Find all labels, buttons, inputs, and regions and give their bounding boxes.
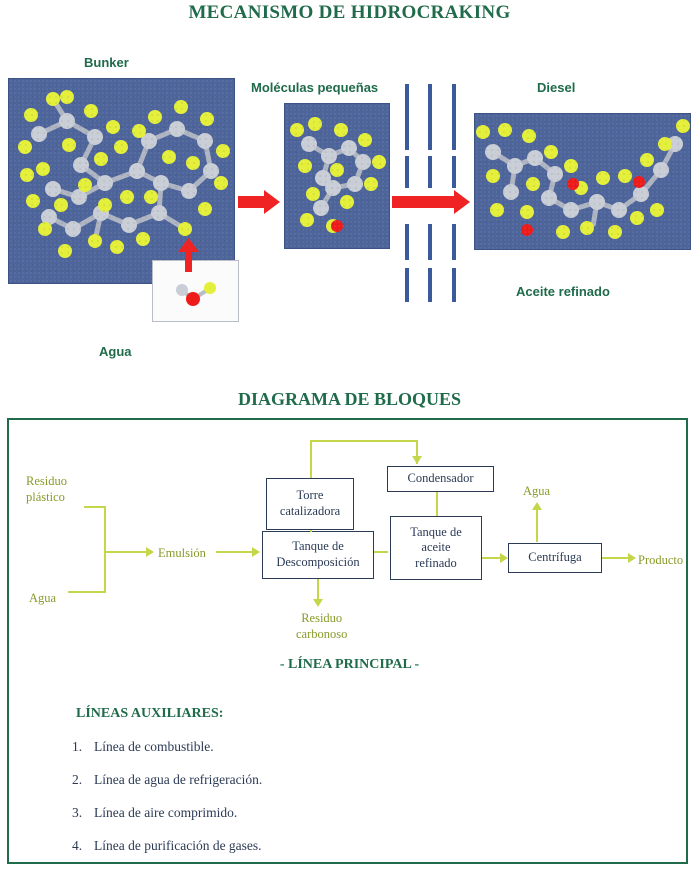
box-torre-line1: Torre xyxy=(296,488,324,503)
label-emulsion: Emulsión xyxy=(158,546,206,560)
box-tanque-descomposicion[interactable] xyxy=(262,531,374,579)
diesel-molecule-image xyxy=(474,113,691,250)
list-item-number: 1. xyxy=(72,739,83,754)
label-producto: Producto xyxy=(638,553,684,567)
connector-bracket-v xyxy=(104,506,106,592)
label-aceite-refinado: Aceite refinado xyxy=(516,284,610,299)
list-item xyxy=(72,739,214,755)
label-residuo-line1: Residuo xyxy=(26,474,67,488)
connector-emulsion-tanque xyxy=(216,551,252,553)
connector-agua-h xyxy=(68,591,106,593)
box-tanque-aceite-refinado[interactable] xyxy=(390,516,482,580)
label-residuo-carbonoso xyxy=(296,611,347,642)
connector-aceite-centrifuga xyxy=(482,557,502,559)
box-torre-line2: catalizadora xyxy=(279,504,341,518)
box-centrifuga[interactable]: Centrífuga xyxy=(508,543,602,573)
label-agua-input: Agua xyxy=(29,591,57,605)
small-molecules-image xyxy=(284,103,390,249)
label-diesel: Diesel xyxy=(537,80,576,95)
label-agua-mechanism: Agua xyxy=(99,344,132,359)
connector-residuo-carb xyxy=(317,579,319,601)
list-item-number: 4. xyxy=(72,838,83,853)
catalyst-bar xyxy=(452,268,456,302)
catalyst-bar xyxy=(405,224,409,260)
lineas-auxiliares-title: LÍNEAS AUXILIARES: xyxy=(76,706,224,721)
list-item-label: Línea de combustible. xyxy=(94,739,214,754)
connector-to-emulsion xyxy=(104,551,146,553)
catalyst-bar xyxy=(428,84,432,150)
catalyst-bar xyxy=(452,156,456,188)
connector-torre-right xyxy=(310,440,418,442)
catalyst-bar xyxy=(405,84,409,150)
block-diagram-title: DIAGRAMA DE BLOQUES xyxy=(237,389,462,409)
box-tanque-desc-line2: Descomposición xyxy=(276,555,360,569)
label-residuo-line2: plástico xyxy=(26,489,65,504)
list-item-label: Línea de purificación de gases. xyxy=(94,838,262,853)
panel-noise-texture xyxy=(9,79,234,283)
arrow-aceite-centrifuga xyxy=(500,553,508,563)
catalyst-bar xyxy=(405,156,409,188)
list-item-number: 2. xyxy=(72,772,83,787)
catalyst-bar xyxy=(452,224,456,260)
label-bunker: Bunker xyxy=(84,55,129,70)
catalyst-bar xyxy=(428,224,432,260)
list-item xyxy=(72,838,262,854)
connector-tanque-torre xyxy=(310,530,312,532)
arrow-centrifuga-producto xyxy=(628,553,636,563)
label-moleculas-pequenas: Moléculas pequeñas xyxy=(251,80,379,95)
arrow-residuo-carb xyxy=(313,599,323,607)
arrow-centrifuga-agua xyxy=(532,502,542,510)
catalyst-bar xyxy=(405,268,409,302)
list-item-label: Línea de aire comprimido. xyxy=(94,805,238,820)
catalyst-bar xyxy=(452,84,456,150)
panel-noise-texture-2 xyxy=(285,104,389,248)
connector-condensador-tanque xyxy=(436,492,438,516)
connector-desc-aceite xyxy=(374,551,388,553)
box-tanque-aceite-line2: aceite xyxy=(421,540,451,555)
panel-noise-texture-3 xyxy=(475,114,690,249)
list-item xyxy=(72,805,237,821)
connector-centrifuga-producto xyxy=(602,557,630,559)
box-torre-catalizadora[interactable] xyxy=(266,478,354,530)
box-tanque-aceite-line3: refinado xyxy=(415,555,457,570)
bunker-molecule-image xyxy=(8,78,235,284)
catalyst-bar xyxy=(428,268,432,302)
arrow-to-condensador xyxy=(412,456,422,464)
label-residuo-carb-line1: Residuo xyxy=(301,611,343,625)
arrow-to-emulsion xyxy=(146,547,154,557)
connector-centrifuga-agua xyxy=(536,510,538,542)
page-title: MECANISMO DE HIDROCRAKING xyxy=(188,2,511,23)
label-residuo-carb-line2: carbonoso xyxy=(296,626,348,641)
arrow-emulsion-tanque xyxy=(252,547,260,557)
list-item xyxy=(72,772,262,788)
catalyst-bar xyxy=(428,156,432,188)
label-agua-output: Agua xyxy=(523,484,551,498)
water-up-arrow-icon xyxy=(178,238,200,272)
list-item-number: 3. xyxy=(72,805,83,820)
list-item-label: Línea de agua de refrigeración. xyxy=(94,772,263,787)
connector-torre-up xyxy=(310,440,312,478)
box-tanque-desc-line1: Tanque de xyxy=(292,539,344,554)
box-condensador[interactable]: Condensador xyxy=(387,466,494,492)
connector-residuo-h xyxy=(84,506,106,508)
box-tanque-aceite-line1: Tanque de xyxy=(410,524,462,539)
linea-principal-caption: - LÍNEA PRINCIPAL - xyxy=(279,657,420,672)
label-residuo-plastico xyxy=(26,474,67,505)
